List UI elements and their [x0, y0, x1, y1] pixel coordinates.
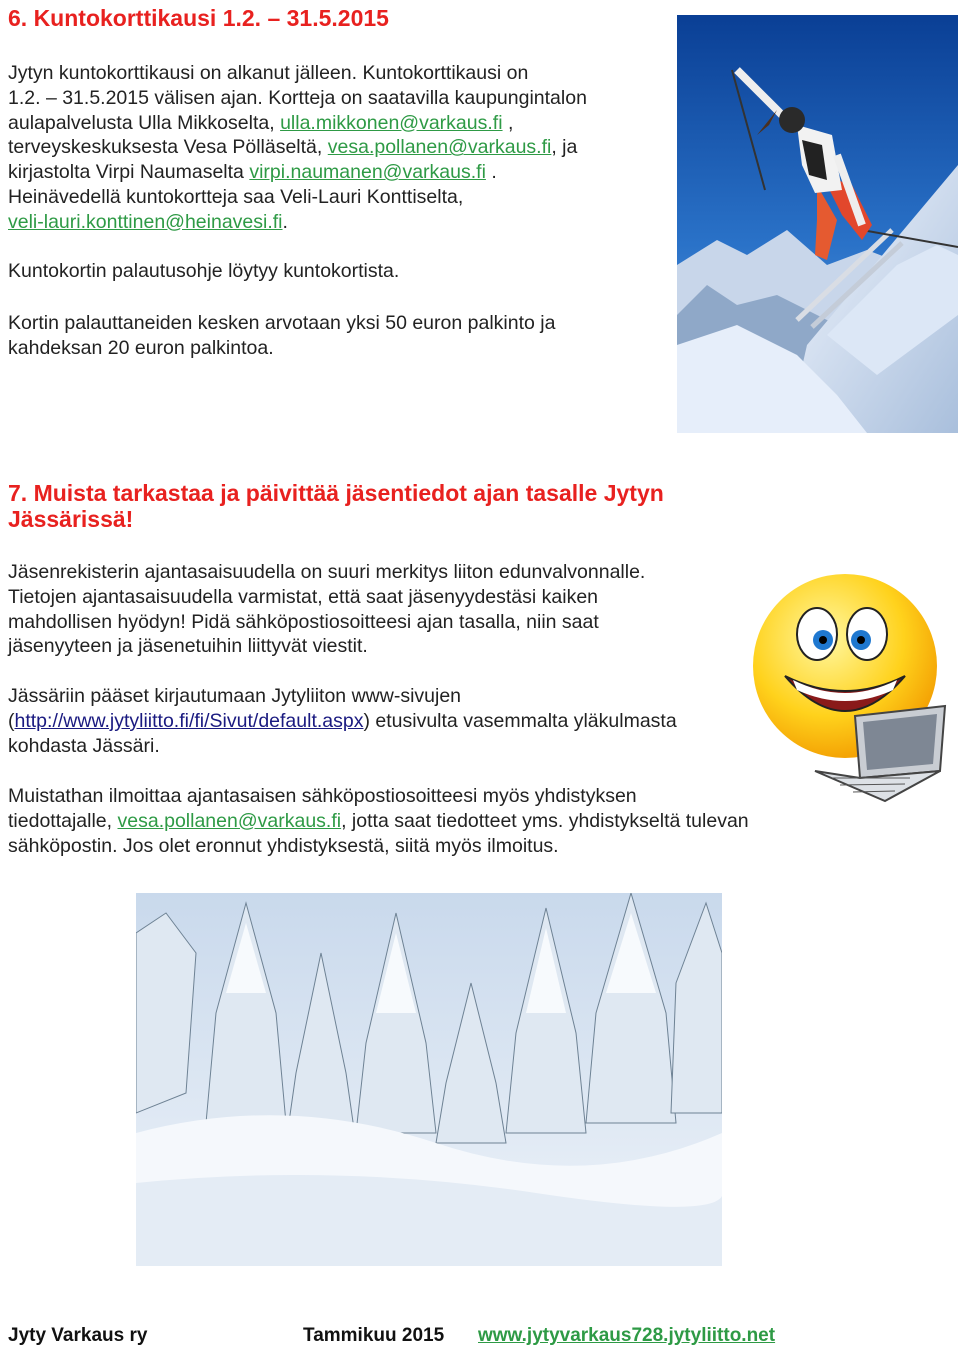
text-line: Kortin palauttaneiden kesken arvotaan yksi 50 euron palkinto ja	[8, 312, 556, 334]
email-link-vesa[interactable]: vesa.pollanen@varkaus.fi	[327, 136, 552, 159]
text-span: .	[282, 210, 288, 233]
text-span: (	[8, 709, 15, 732]
text-span: terveyskeskuksesta Vesa Pölläseltä,	[8, 136, 328, 159]
text-span: ,	[502, 111, 514, 134]
heading-line: 7. Muista tarkastaa ja päivittää jäsentiedot ajan tasalle Jytyn	[8, 480, 664, 506]
section-6-intro	[8, 61, 668, 235]
text-line: kohdasta Jässäri.	[8, 734, 160, 757]
email-link-vesa-tiedottaja[interactable]: vesa.pollanen@varkaus.fi	[117, 809, 342, 832]
skier-photo	[677, 15, 958, 433]
text-line	[8, 809, 908, 834]
text-line: Muistathan ilmoittaa ajantasaisen sähköpostiosoitteesi myös yhdistyksen	[8, 785, 637, 807]
text-span: , ja	[551, 136, 578, 159]
text-line: Jytyn kuntokorttikausi on alkanut jälleen. Kuntokorttikausi on	[8, 62, 529, 84]
member-register-text	[8, 560, 748, 659]
text-span: .	[485, 161, 497, 184]
text-line: Jässäriin pääset kirjautumaan Jytyliiton www-sivujen	[8, 685, 462, 707]
text-span: kirjastolta Virpi Naumaselta	[8, 161, 250, 184]
jytyliitto-url-link[interactable]: http://www.jytyliitto.fi/fi/Sivut/default.aspx	[14, 709, 364, 732]
text-line: jäsenyyteen ja jäsenetuihin liittyvät viestit.	[8, 635, 368, 658]
text-line	[8, 210, 668, 235]
heading-line: Jässärissä!	[8, 506, 134, 532]
smiley-laptop-illustration	[745, 556, 955, 806]
email-link-ulla[interactable]: ulla.mikkonen@varkaus.fi	[280, 111, 503, 134]
prize-text	[8, 311, 668, 361]
text-line: sähköpostin. Jos olet eronnut yhdistyksestä, siitä myös ilmoitus.	[8, 834, 559, 857]
snowy-forest-photo	[136, 893, 722, 1266]
text-span: , jotta saat tiedotteet yms. yhdistykseltä tulevan	[341, 809, 749, 832]
text-line	[8, 160, 668, 185]
text-line: kahdeksan 20 euron palkintoa.	[8, 336, 274, 359]
text-span: ) etusivulta vasemmalta yläkulmasta	[363, 709, 677, 732]
footer-website-link[interactable]: www.jytyvarkaus728.jytyliitto.net	[478, 1325, 776, 1346]
section-6-heading: 6. Kuntokorttikausi 1.2. – 31.5.2015	[8, 5, 389, 31]
text-line: Jäsenrekisterin ajantasaisuudella on suuri merkitys liiton edunvalvonnalle.	[8, 561, 646, 583]
email-link-veli-lauri[interactable]: veli-lauri.konttinen@heinavesi.fi	[8, 210, 283, 233]
text-line: mahdollisen hyödyn! Pidä sähköpostiosoitteesi ajan tasalla, niin saat	[8, 610, 599, 633]
text-line	[8, 135, 668, 160]
footer-date: Tammikuu 2015	[303, 1325, 445, 1346]
text-line	[8, 111, 668, 136]
text-line	[8, 709, 768, 734]
email-link-virpi[interactable]: virpi.naumanen@varkaus.fi	[249, 161, 486, 184]
section-7-heading	[8, 480, 908, 532]
text-line: Tietojen ajantasaisuudella varmistat, että saat jäsenyydestäsi kaiken	[8, 585, 599, 608]
footer-org: Jyty Varkaus ry	[8, 1325, 148, 1346]
jassari-login-text	[8, 684, 768, 758]
text-line: Heinävedellä kuntokortteja saa Veli-Lauri Konttiselta,	[8, 185, 464, 208]
text-span: tiedottajalle,	[8, 809, 118, 832]
return-instructions-text: Kuntokortin palautusohje löytyy kuntokortista.	[8, 260, 400, 282]
text-span: aulapalvelusta Ulla Mikkoselta,	[8, 111, 281, 134]
text-line: 1.2. – 31.5.2015 välisen ajan. Kortteja on saatavilla kaupungintalon	[8, 86, 587, 109]
